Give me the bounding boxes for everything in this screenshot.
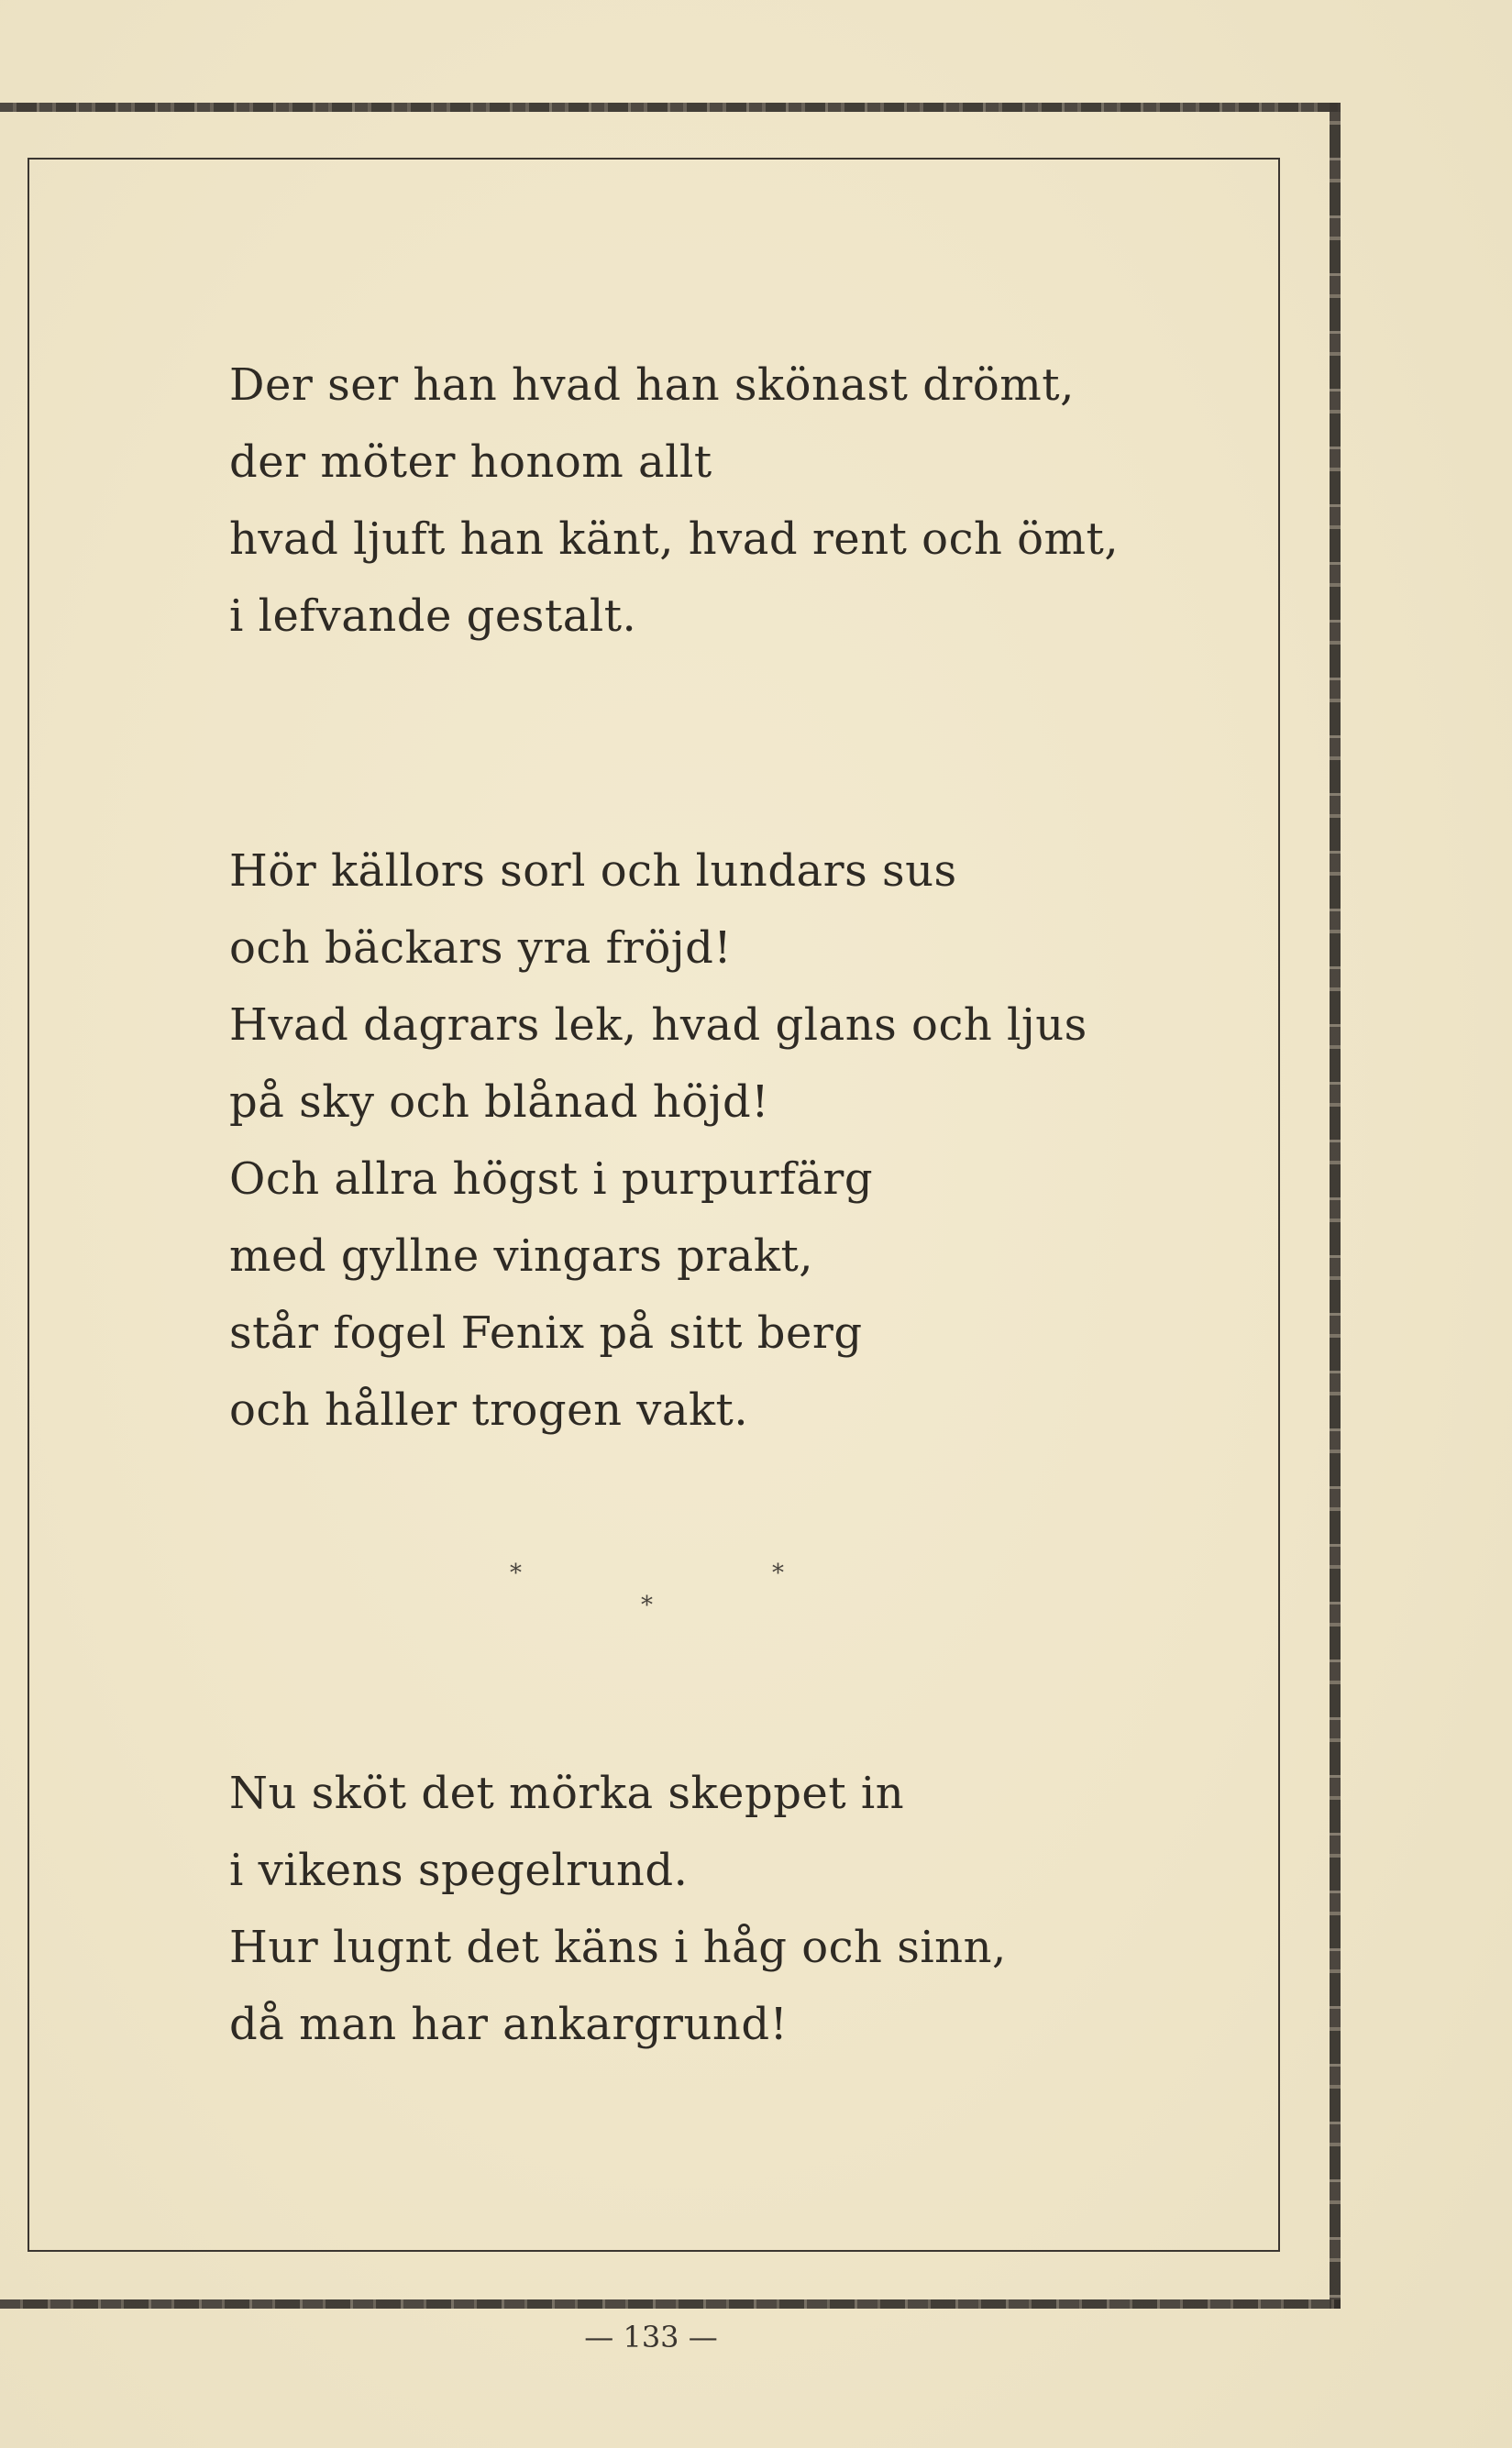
- stanza-3: [229, 1755, 1007, 2063]
- poem-line: Hur lugnt det käns i håg och sinn,: [229, 1922, 1007, 1973]
- poem-line: i vikens spegelrund.: [229, 1845, 689, 1896]
- poem-line: står fogel Fenix på sitt berg: [229, 1307, 863, 1359]
- poem-line: då man har ankargrund!: [229, 1999, 789, 2050]
- stanza-1: [229, 347, 1119, 655]
- poem-line: Der ser han hvad han skönast drömt,: [229, 359, 1075, 411]
- poem-line: och bäckars yra fröjd!: [229, 922, 733, 974]
- border-rule-top: [0, 103, 1341, 112]
- poem-line: med gyllne vingars prakt,: [229, 1230, 814, 1282]
- poem-line: i lefvande gestalt.: [229, 590, 637, 642]
- asterism-star: *: [772, 1560, 784, 1587]
- poem-line: Hör källors sorl och lundars sus: [229, 845, 957, 897]
- border-rule-bottom: [0, 2299, 1341, 2309]
- stanza-2: [229, 833, 1087, 1449]
- poem-line: Hvad dagrars lek, hvad glans och ljus: [229, 999, 1087, 1051]
- border-rule-right: [1330, 103, 1341, 2309]
- poem-line: Och allra högst i purpurfärg: [229, 1153, 874, 1205]
- poem-line: och håller trogen vakt.: [229, 1384, 749, 1436]
- poem-line: på sky och blånad höjd!: [229, 1076, 770, 1128]
- asterism-star: *: [510, 1560, 522, 1587]
- asterism-star: *: [641, 1592, 653, 1619]
- page-number: — 133 —: [584, 2320, 718, 2354]
- poem-line: Nu sköt det mörka skeppet in: [229, 1768, 905, 1819]
- poem-line: der möter honom allt: [229, 436, 712, 488]
- poem-line: hvad ljuft han känt, hvad rent och ömt,: [229, 513, 1120, 565]
